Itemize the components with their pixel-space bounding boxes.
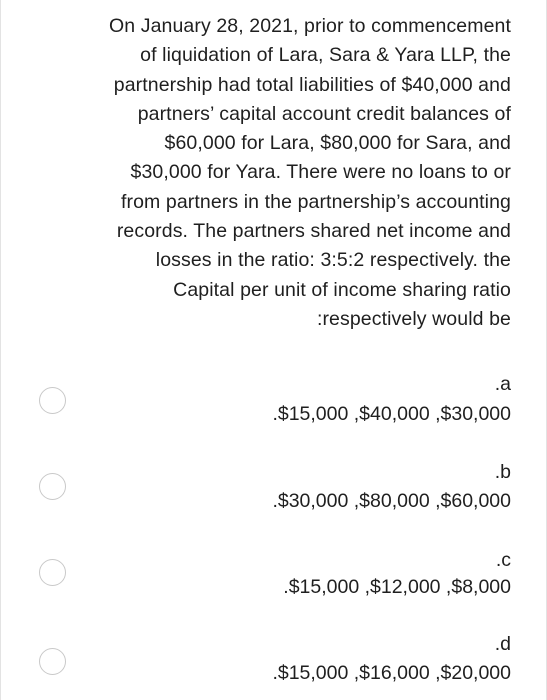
answer-option-c[interactable] (1, 543, 547, 613)
question-line: partners’ capital account credit balances of (137, 102, 511, 125)
answer-option-d[interactable] (1, 630, 547, 700)
question-line: records. The partners shared net income and (116, 220, 511, 243)
question-line: :respectively would be (316, 307, 511, 330)
option-text-d: .$15,000 ,$16,000 ,$20,000 (272, 662, 511, 684)
question-line: of liquidation of Lara, Sara & Yara LLP, the (140, 44, 511, 67)
question-line: $60,000 for Lara, $80,000 for Sara, and (164, 132, 511, 155)
question-line: from partners in the partnership’s accounting (120, 190, 511, 213)
option-letter-a: .a (494, 373, 511, 395)
option-text-b: .$30,000 ,$80,000 ,$60,000 (272, 490, 511, 512)
question-line: On January 28, 2021, prior to commencement (109, 15, 511, 37)
question-line: Capital per unit of income sharing ratio (173, 278, 511, 301)
option-text-a: .$15,000 ,$40,000 ,$30,000 (272, 403, 511, 425)
option-letter-d: .d (494, 633, 511, 655)
option-letter-b: .b (494, 461, 511, 483)
question-line: losses in the ratio: 3:5:2 respectively. the (155, 249, 511, 272)
radio-button-d[interactable] (39, 648, 66, 675)
option-letter-c: .c (495, 549, 511, 571)
question-text (29, 12, 511, 334)
answer-option-b[interactable] (1, 452, 547, 522)
radio-button-a[interactable] (39, 387, 66, 414)
question-line: $30,000 for Yara. There were no loans to or (130, 161, 511, 184)
radio-button-c[interactable] (39, 559, 66, 586)
option-text-c: .$15,000 ,$12,000 ,$8,000 (283, 576, 511, 598)
question-line: partnership had total liabilities of $40,000 and (113, 73, 511, 96)
answer-option-a[interactable] (1, 362, 547, 432)
radio-button-b[interactable] (39, 473, 66, 500)
